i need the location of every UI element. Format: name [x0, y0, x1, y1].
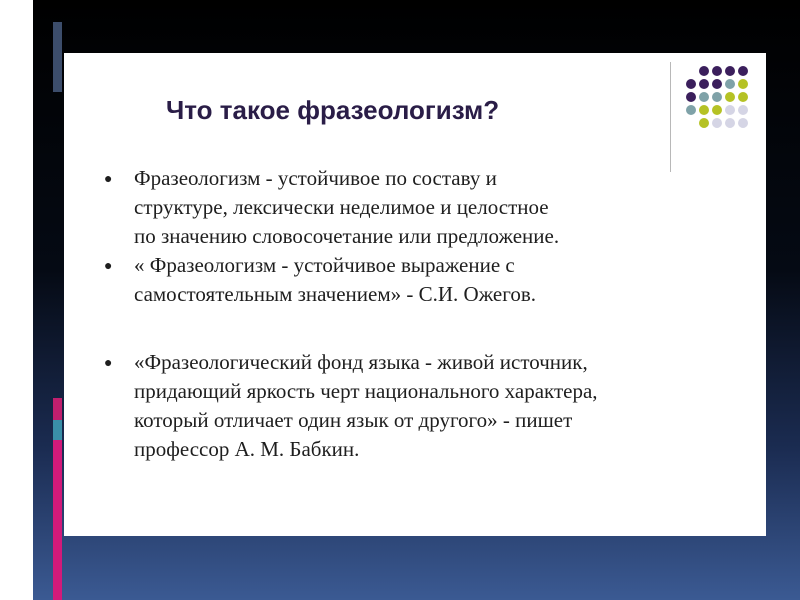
- decor-dot: [738, 105, 748, 115]
- left-margin-band: [0, 0, 33, 600]
- decor-dot: [686, 79, 696, 89]
- accent-stripe: [53, 398, 62, 420]
- decor-dot: [699, 118, 709, 128]
- bullet-line: придающий яркость черт национального характера,: [134, 379, 598, 403]
- bullet-line: « Фразеологизм - устойчивое выражение с: [134, 253, 515, 277]
- decor-dot: [738, 79, 748, 89]
- slide-title: Что такое фразеологизм?: [166, 95, 500, 125]
- bullet-marker: ●: [104, 259, 113, 274]
- bullet-line: самостоятельным значением» - С.И. Ожегов.: [134, 282, 537, 306]
- decor-divider-line: [670, 62, 671, 172]
- decor-dot: [725, 118, 735, 128]
- decor-dot: [738, 66, 748, 76]
- decor-dot: [738, 118, 748, 128]
- decor-dot: [699, 66, 709, 76]
- decor-dot: [738, 92, 748, 102]
- decor-dot: [699, 79, 709, 89]
- bullet-line: профессор А. М. Бабкин.: [134, 437, 360, 461]
- decor-dot: [725, 79, 735, 89]
- bullet-line: структуре, лексически неделимое и целостное: [134, 195, 549, 219]
- decor-dot: [712, 66, 722, 76]
- decor-dot: [712, 79, 722, 89]
- bullet-line: «Фразеологический фонд языка - живой источник,: [134, 350, 588, 374]
- decor-dot: [725, 105, 735, 115]
- bullet-babkin-quote: [104, 348, 704, 464]
- decor-dot: [699, 105, 709, 115]
- decor-dot: [712, 92, 722, 102]
- decor-dot: [686, 92, 696, 102]
- decor-dot: [725, 66, 735, 76]
- decor-dot-grid: [686, 66, 776, 162]
- decor-dot: [725, 92, 735, 102]
- decor-dot: [699, 92, 709, 102]
- accent-stripe: [53, 440, 62, 600]
- decor-dot: [712, 105, 722, 115]
- bullet-marker: ●: [104, 356, 113, 371]
- bullet-line: Фразеологизм - устойчивое по составу и: [134, 166, 497, 190]
- accent-stripe: [53, 420, 62, 440]
- accent-stripe: [53, 22, 62, 92]
- slide-content: [104, 164, 704, 464]
- bullet-line: по значению словосочетание или предложение.: [134, 224, 560, 248]
- bullet-line: который отличает один язык от другого» - пишет: [134, 408, 573, 432]
- bullet-ozhegov-quote: [104, 251, 704, 309]
- decor-dot: [712, 118, 722, 128]
- decor-dot: [686, 105, 696, 115]
- bullet-marker: ●: [104, 172, 113, 187]
- bullet-definition: [104, 164, 704, 251]
